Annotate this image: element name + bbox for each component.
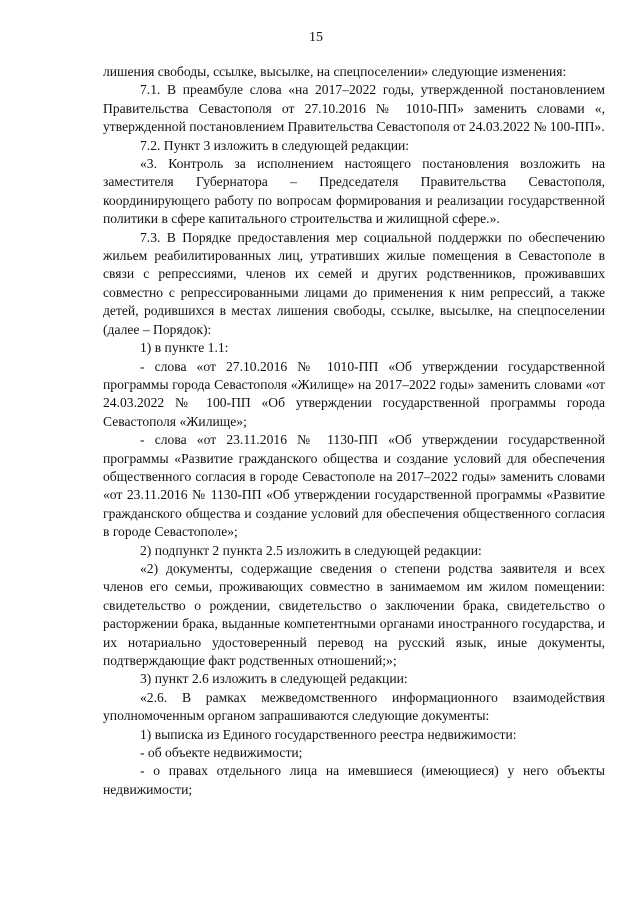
page-number: 15 bbox=[309, 30, 323, 45]
paragraph: - слова «от 27.10.2016 № 1010-ПП «Об утверждении государственной программы города Севастополя «Жилище» на 2017–2022 годы» заменить словами «от 24.03.2022 № 100-ПП «Об утверждении государственной программы города Севастополя «Жилище»; bbox=[103, 358, 605, 429]
paragraph: 1) в пункте 1.1: bbox=[140, 340, 229, 356]
paragraph: 7.3. В Порядке предоставления мер социальной поддержки по обеспечению жильем реабилитированных лиц, утративших жилые помещения в Севастополе в связи с репрессиями, членов их семей и других родственников, проживавших совместно с репрессированными лицами до применения к ним репрессий, а также детей, родившихся в местах лишения свободы, ссылке, высылке, на спецпоселении (далее – Порядок): bbox=[103, 229, 605, 337]
paragraph: 2) подпункт 2 пункта 2.5 изложить в следующей редакции: bbox=[140, 542, 482, 558]
paragraph: - слова «от 23.11.2016 № 1130-ПП «Об утверждении государственной программы «Развитие гражданского общества и создание условий для обеспечения общественного согласия в городе Севастополе на 2017–2022 годы» заменить словами «от 23.11.2016 № 1130-ПП «Об утверждении государственной программы «Развитие гражданского общества и создание условий для обеспечения общественного согласия в городе Севастополе»; bbox=[103, 432, 605, 540]
paragraph: 1) выписка из Единого государственного реестра недвижимости: bbox=[140, 726, 517, 742]
paragraph: 7.1. В преамбуле слова «на 2017–2022 годы, утвержденной постановлением Правительства Севастополя от 27.10.2016 № 1010-ПП» заменить словами «, утвержденной постановлением Правительства Севастополя от 24.03.2022 № 100-ПП». bbox=[103, 82, 605, 135]
paragraph: 7.2. Пункт 3 изложить в следующей редакции: bbox=[140, 137, 410, 153]
paragraph: «2) документы, содержащие сведения о степени родства заявителя и всех членов его семьи, проживающих совместно в занимаемом им жилом помещении: свидетельство о рождении, свидетельство о заключении брака, свидетельство о расторжении брака, выданные компетентными органами иностранного государства, и их нотариально удостоверенный перевод на русский язык, иные документы, подтверждающие факт родственных отношений;»; bbox=[103, 560, 605, 668]
paragraph: 3) пункт 2.6 изложить в следующей редакции: bbox=[140, 671, 408, 687]
paragraph: «3. Контроль за исполнением настоящего постановления возложить на заместителя Губернатора – Председателя Правительства Севастополя, координирующего работу по вопросам формирования и реализации государственной политики в сфере капитального строительства и жилищной сфере.». bbox=[103, 156, 605, 227]
paragraph: - о правах отдельного лица на имевшиеся (имеющиеся) у него объекты недвижимости; bbox=[103, 763, 605, 797]
document-body bbox=[103, 63, 605, 799]
paragraph: лишения свободы, ссылке, высылке, на спецпоселении» следующие изменения: bbox=[103, 64, 567, 79]
paragraph: «2.6. В рамках межведомственного информационного взаимодействия уполномоченным органом запрашиваются следующие документы: bbox=[103, 689, 605, 724]
paragraph: - об объекте недвижимости; bbox=[140, 745, 303, 761]
